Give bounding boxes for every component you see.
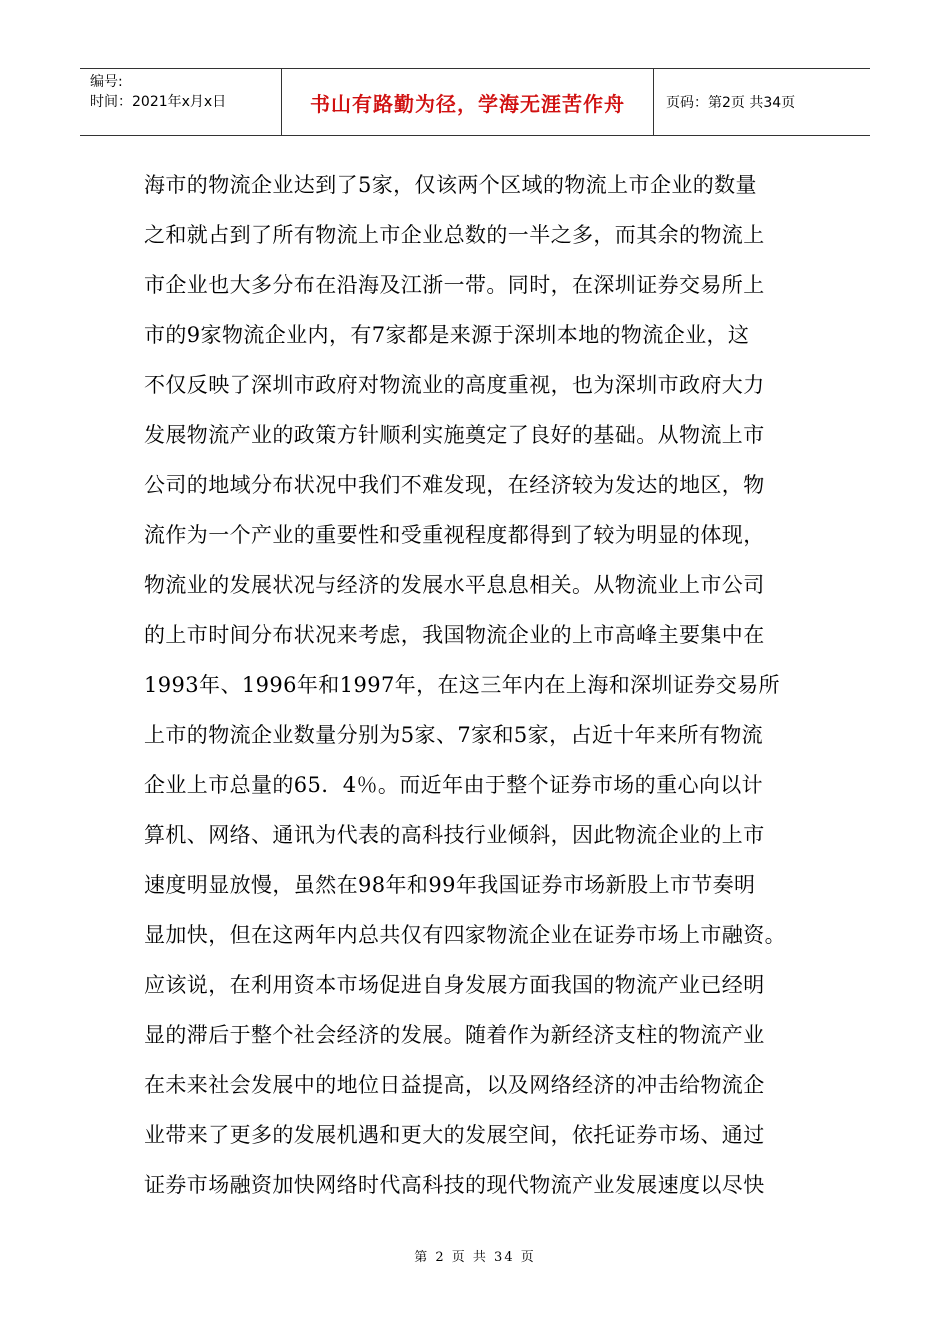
body-line: 市的9家物流企业内，有7家都是来源于深圳本地的物流企业，这 (144, 323, 750, 347)
body-line: 市企业也大多分布在沿海及江浙一带。同时，在深圳证券交易所上 (144, 273, 765, 297)
body-line: 显加快，但在这两年内总共仅有四家物流企业在证券市场上市融资。 (144, 923, 786, 947)
body-line: 在未来社会发展中的地位日益提高，以及网络经济的冲击给物流企 (144, 1073, 765, 1097)
body-line: 之和就占到了所有物流上市企业总数的一半之多，而其余的物流上 (144, 223, 765, 247)
body-line: 上市的物流企业数量分别为5家、7家和5家，占近十年来所有物流 (144, 723, 764, 747)
header-motto: 书山有路勤为径，学海无涯苦作舟 (282, 69, 654, 135)
body-text (144, 160, 809, 1210)
body-line: 显的滞后于整个社会经济的发展。随着作为新经济支柱的物流产业 (144, 1023, 765, 1047)
body-line: 流作为一个产业的重要性和受重视程度都得到了较为明显的体现， (144, 523, 765, 547)
body-line: 企业上市总量的65．4％。而近年由于整个证券市场的重心向以计 (144, 773, 764, 797)
header-time-label: 时间：2021年x月x日 (90, 94, 227, 110)
body-line: 证券市场融资加快网络时代高科技的现代物流产业发展速度以尽快 (144, 1173, 765, 1197)
header-meta (80, 69, 282, 135)
body-line: 应该说，在利用资本市场促进自身发展方面我国的物流产业已经明 (144, 973, 765, 997)
body-line: 的上市时间分布状况来考虑，我国物流企业的上市高峰主要集中在 (144, 623, 765, 647)
body-line: 物流业的发展状况与经济的发展水平息息相关。从物流业上市公司 (144, 573, 765, 597)
body-line: 业带来了更多的发展机遇和更大的发展空间，依托证券市场、通过 (144, 1123, 765, 1147)
body-line: 速度明显放慢，虽然在98年和99年我国证券市场新股上市节奏明 (144, 873, 756, 897)
body-line: 1993年、1996年和1997年，在这三年内在上海和深圳证券交易所 (144, 673, 780, 697)
body-line: 不仅反映了深圳市政府对物流业的高度重视，也为深圳市政府大力 (144, 373, 765, 397)
body-line: 公司的地域分布状况中我们不难发现，在经济较为发达的地区，物 (144, 473, 765, 497)
page-header (80, 68, 870, 136)
page-footer: 第 2 页 共 34 页 (414, 1250, 536, 1265)
header-page-info: 页码：第2页 共34页 (666, 95, 796, 111)
header-number-label: 编号: (90, 74, 123, 90)
body-line: 算机、网络、通讯为代表的高科技行业倾斜，因此物流企业的上市 (144, 823, 765, 847)
body-line: 发展物流产业的政策方针顺利实施奠定了良好的基础。从物流上市 (144, 423, 765, 447)
body-line: 海市的物流企业达到了5家，仅该两个区域的物流上市企业的数量 (144, 173, 757, 197)
